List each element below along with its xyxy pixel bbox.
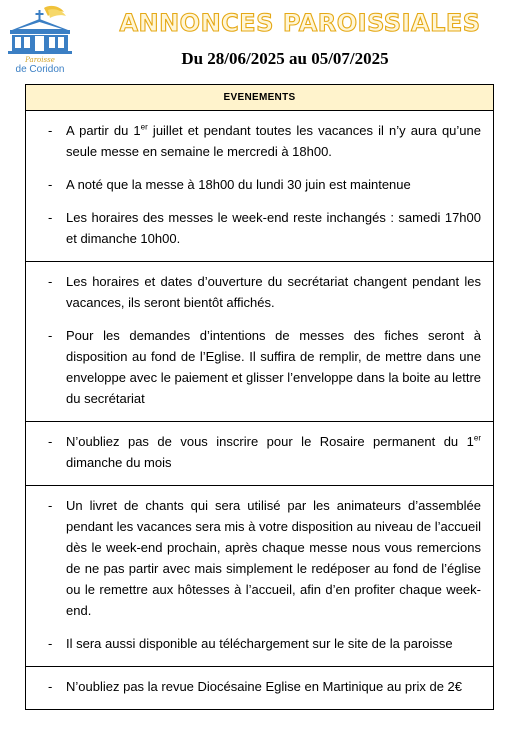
list-item [38, 431, 481, 473]
item-text: N’oubliez pas la revue Diocésaine Eglise en Martinique au prix de 2€ [66, 679, 463, 694]
item-text: Il sera aussi disponible au téléchargement sur le site de la paroisse [66, 636, 453, 651]
list-dash: - [48, 210, 53, 225]
item-text: Les horaires des messes le week-end reste inchangés : samedi 17h00 et dimanche 10h00. [66, 210, 481, 246]
events-section-magazine [26, 667, 493, 709]
list-item [38, 495, 481, 621]
list-item [38, 207, 481, 249]
events-heading: EVENEMENTS [26, 85, 493, 111]
list-dash: - [48, 177, 53, 192]
events-section-rosary [26, 422, 493, 486]
list-item [38, 120, 481, 162]
list-item [38, 174, 481, 195]
list-dash: - [48, 636, 53, 651]
item-text: Les horaires et dates d’ouverture du secrétariat changent pendant les vacances, ils seront bientôt affichés. [66, 274, 481, 310]
date-range: Du 28/06/2025 au 05/07/2025 [181, 49, 389, 68]
logo-text-parish: Paroisse [25, 56, 55, 64]
item-text: A noté que la messe à 18h00 du lundi 30 juin est maintenue [66, 177, 411, 192]
church-logo-icon [4, 4, 76, 56]
page-header [0, 0, 515, 82]
item-text: Pour les demandes d’intentions de messes des fiches seront à disposition au fond de l’Eglise. Il suffira de remplir, de mettre dans une enveloppe avec le paiement et glisser l’enveloppe dans la boite au lettre du secrétariat [66, 328, 481, 406]
events-section-secretariat [26, 262, 493, 422]
page-title: ANNONCES PAROISSIALES [119, 9, 481, 37]
item-text: Un livret de chants qui sera utilisé par les animateurs d’assemblée pendant les vacances sera mis à votre disposition au niveau de l’accueil dès le week-end prochain, après chaque messe nous vous remercions de ne pas partir avec mais simplement le redéposer au fond de l’église ou le remettre aux hôtesses à l’accueil, afin d’en profiter chaque week-end. [66, 498, 481, 618]
list-item [38, 325, 481, 409]
list-item [38, 271, 481, 313]
list-dash: - [48, 274, 53, 289]
item-text: A partir du 1er juillet et pendant toutes les vacances il n’y aura qu’une seule messe en semaine le mercredi à 18h00. [66, 122, 481, 159]
list-item [38, 676, 481, 697]
list-dash: - [48, 123, 53, 138]
list-dash: - [48, 679, 53, 694]
item-text: N’oubliez pas de vous inscrire pour le Rosaire permanent du 1er dimanche du mois [66, 433, 481, 470]
list-dash: - [48, 498, 53, 513]
list-dash: - [48, 328, 53, 343]
events-section-songbook [26, 486, 493, 667]
list-item [38, 633, 481, 654]
events-section-schedule [26, 111, 493, 262]
parish-logo [4, 4, 76, 76]
logo-text-name: de Coridon [15, 64, 65, 75]
list-dash: - [48, 434, 53, 449]
events-table [25, 84, 494, 710]
